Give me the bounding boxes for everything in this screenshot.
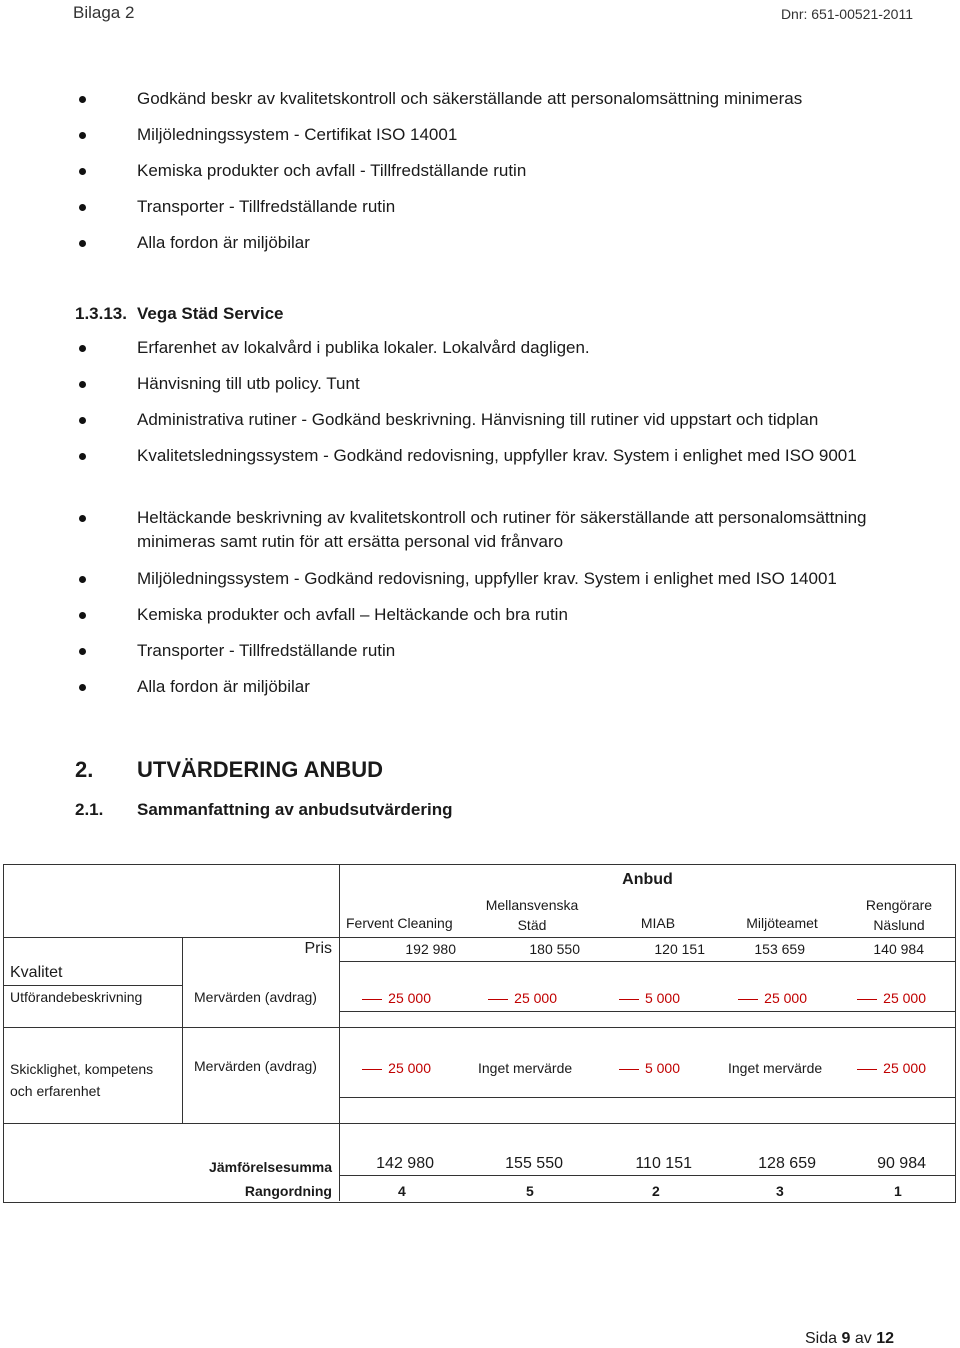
mervarde-value: 25 000 bbox=[456, 990, 557, 1006]
mervarde-value: 25 000 bbox=[805, 1060, 926, 1076]
pris-value: 153 659 bbox=[754, 941, 805, 957]
list-item: Alla fordon är miljöbilar bbox=[75, 675, 895, 711]
subchapter-heading: 2.1. Sammanfattning av anbudsutvärdering bbox=[75, 800, 453, 819]
minus-icon bbox=[857, 999, 877, 1000]
pris-value: 120 151 bbox=[654, 941, 705, 957]
minus-icon bbox=[857, 1069, 877, 1070]
grid-line bbox=[339, 1011, 955, 1012]
rank-value: 3 bbox=[776, 1183, 784, 1199]
list-item: Alla fordon är miljöbilar bbox=[75, 231, 895, 267]
sum-value: 142 980 bbox=[376, 1155, 434, 1172]
criteria-list-2 bbox=[75, 336, 895, 711]
grid-line bbox=[339, 1097, 955, 1098]
row-label-utforande: Utförandebeskrivning bbox=[10, 989, 143, 1005]
bullet-icon bbox=[79, 96, 86, 103]
bullet-icon bbox=[79, 168, 86, 175]
minus-icon bbox=[362, 1069, 382, 1070]
rank-value: 2 bbox=[652, 1183, 660, 1199]
evaluation-table bbox=[3, 864, 956, 1203]
minus-icon bbox=[362, 999, 382, 1000]
section-title: Vega Städ Service bbox=[137, 304, 284, 323]
list-item: Transporter - Tillfredställande rutin bbox=[75, 639, 895, 675]
sum-value: 128 659 bbox=[758, 1155, 816, 1172]
grid-line bbox=[4, 1027, 955, 1028]
bullet-icon bbox=[79, 132, 86, 139]
criteria-list-1 bbox=[75, 87, 895, 267]
bidder-miab: MIAB bbox=[640, 915, 676, 931]
rank-label: Rangordning bbox=[244, 1183, 332, 1199]
mervarde-value: 5 000 bbox=[580, 1060, 680, 1076]
bullet-icon bbox=[79, 684, 86, 691]
minus-icon bbox=[738, 999, 758, 1000]
bidder-fervent: Fervent Cleaning bbox=[346, 915, 453, 931]
grid-line bbox=[4, 1123, 955, 1124]
list-item: Kvalitetsledningssystem - Godkänd redovisning, uppfyller krav. System i enlighet med ISO 9001 bbox=[75, 444, 895, 506]
bullet-icon bbox=[79, 515, 86, 522]
chapter-heading: 2. UTVÄRDERING ANBUD bbox=[75, 757, 384, 782]
mervarde-value: 25 000 bbox=[805, 990, 926, 1006]
section-number: 1.3.13. bbox=[75, 304, 127, 323]
anbud-header: Anbud bbox=[622, 871, 673, 888]
grid-line bbox=[339, 961, 955, 962]
list-item: Administrativa rutiner - Godkänd beskrivning. Hänvisning till rutiner vid uppstart och tidplan bbox=[75, 408, 895, 444]
bidder-miljoteamet: Miljöteamet bbox=[746, 915, 818, 931]
list-item: Erfarenhet av lokalvård i publika lokaler. Lokalvård dagligen. bbox=[75, 336, 895, 372]
bullet-icon bbox=[79, 417, 86, 424]
grid-line bbox=[4, 937, 182, 938]
bullet-icon bbox=[79, 648, 86, 655]
sum-value: 155 550 bbox=[505, 1155, 563, 1172]
pris-value: 180 550 bbox=[529, 941, 580, 957]
bullet-icon bbox=[79, 381, 86, 388]
minus-icon bbox=[619, 999, 639, 1000]
list-item: Miljöledningssystem - Certifikat ISO 14001 bbox=[75, 123, 895, 159]
bullet-icon bbox=[79, 345, 86, 352]
list-item: Kemiska produkter och avfall - Tillfredställande rutin bbox=[75, 159, 895, 195]
pris-label: Pris bbox=[304, 940, 332, 957]
sum-label: Jämförelsesumma bbox=[209, 1159, 332, 1175]
pris-value: 140 984 bbox=[873, 941, 924, 957]
list-item: Transporter - Tillfredställande rutin bbox=[75, 195, 895, 231]
bullet-icon bbox=[79, 240, 86, 247]
grid-line bbox=[182, 937, 183, 1123]
mervarde-value: 5 000 bbox=[580, 990, 680, 1006]
list-item: Miljöledningssystem - Godkänd redovisning, uppfyller krav. System i enlighet med ISO 14001 bbox=[75, 567, 895, 603]
list-item: Godkänd beskr av kvalitetskontroll och säkerställande att personalomsättning minimeras bbox=[75, 87, 895, 123]
mervarde-value: 25 000 bbox=[340, 1060, 431, 1076]
bidder-rengorare: Rengörare Näslund bbox=[865, 897, 933, 933]
rank-value: 1 bbox=[894, 1183, 902, 1199]
mervarde-text: Inget mervärde bbox=[728, 1060, 823, 1076]
list-item: Kemiska produkter och avfall – Heltäckande och bra rutin bbox=[75, 603, 895, 639]
minus-icon bbox=[488, 999, 508, 1000]
minus-icon bbox=[619, 1069, 639, 1070]
bullet-icon bbox=[79, 453, 86, 460]
sum-value: 110 151 bbox=[635, 1155, 692, 1172]
doc-number: Dnr: 651-00521-2011 bbox=[780, 6, 913, 22]
pris-value: 192 980 bbox=[405, 941, 456, 957]
doc-label: Bilaga 2 bbox=[73, 3, 135, 22]
grid-line bbox=[182, 937, 955, 938]
grid-line bbox=[4, 985, 182, 986]
bidder-mellansvenska: Mellansvenska Städ bbox=[485, 897, 579, 933]
row-type: Mervärden (avdrag) bbox=[194, 989, 317, 1005]
row-label-skicklighet: Skicklighet, kompetens och erfarenhet bbox=[10, 1061, 154, 1099]
bullet-icon bbox=[79, 612, 86, 619]
row-type: Mervärden (avdrag) bbox=[194, 1058, 317, 1074]
page-footer: Sida 9 av 12 bbox=[805, 1330, 894, 1347]
list-item: Hänvisning till utb policy. Tunt bbox=[75, 372, 895, 408]
bullet-icon bbox=[79, 204, 86, 211]
bullet-icon bbox=[79, 576, 86, 583]
kvalitet-label: Kvalitet bbox=[10, 964, 63, 981]
section-heading bbox=[75, 304, 283, 324]
rank-value: 5 bbox=[526, 1183, 534, 1199]
mervarde-text: Inget mervärde bbox=[478, 1060, 573, 1076]
rank-value: 4 bbox=[398, 1183, 406, 1199]
mervarde-value: 25 000 bbox=[705, 990, 807, 1006]
grid-line bbox=[339, 1175, 955, 1176]
sum-value: 90 984 bbox=[877, 1155, 926, 1172]
list-item: Heltäckande beskrivning av kvalitetskontroll och rutiner för säkerställande att personalomsättning minimeras samt rutin för att ersätta personal vid frånvaro bbox=[75, 506, 895, 567]
mervarde-value: 25 000 bbox=[340, 990, 431, 1006]
